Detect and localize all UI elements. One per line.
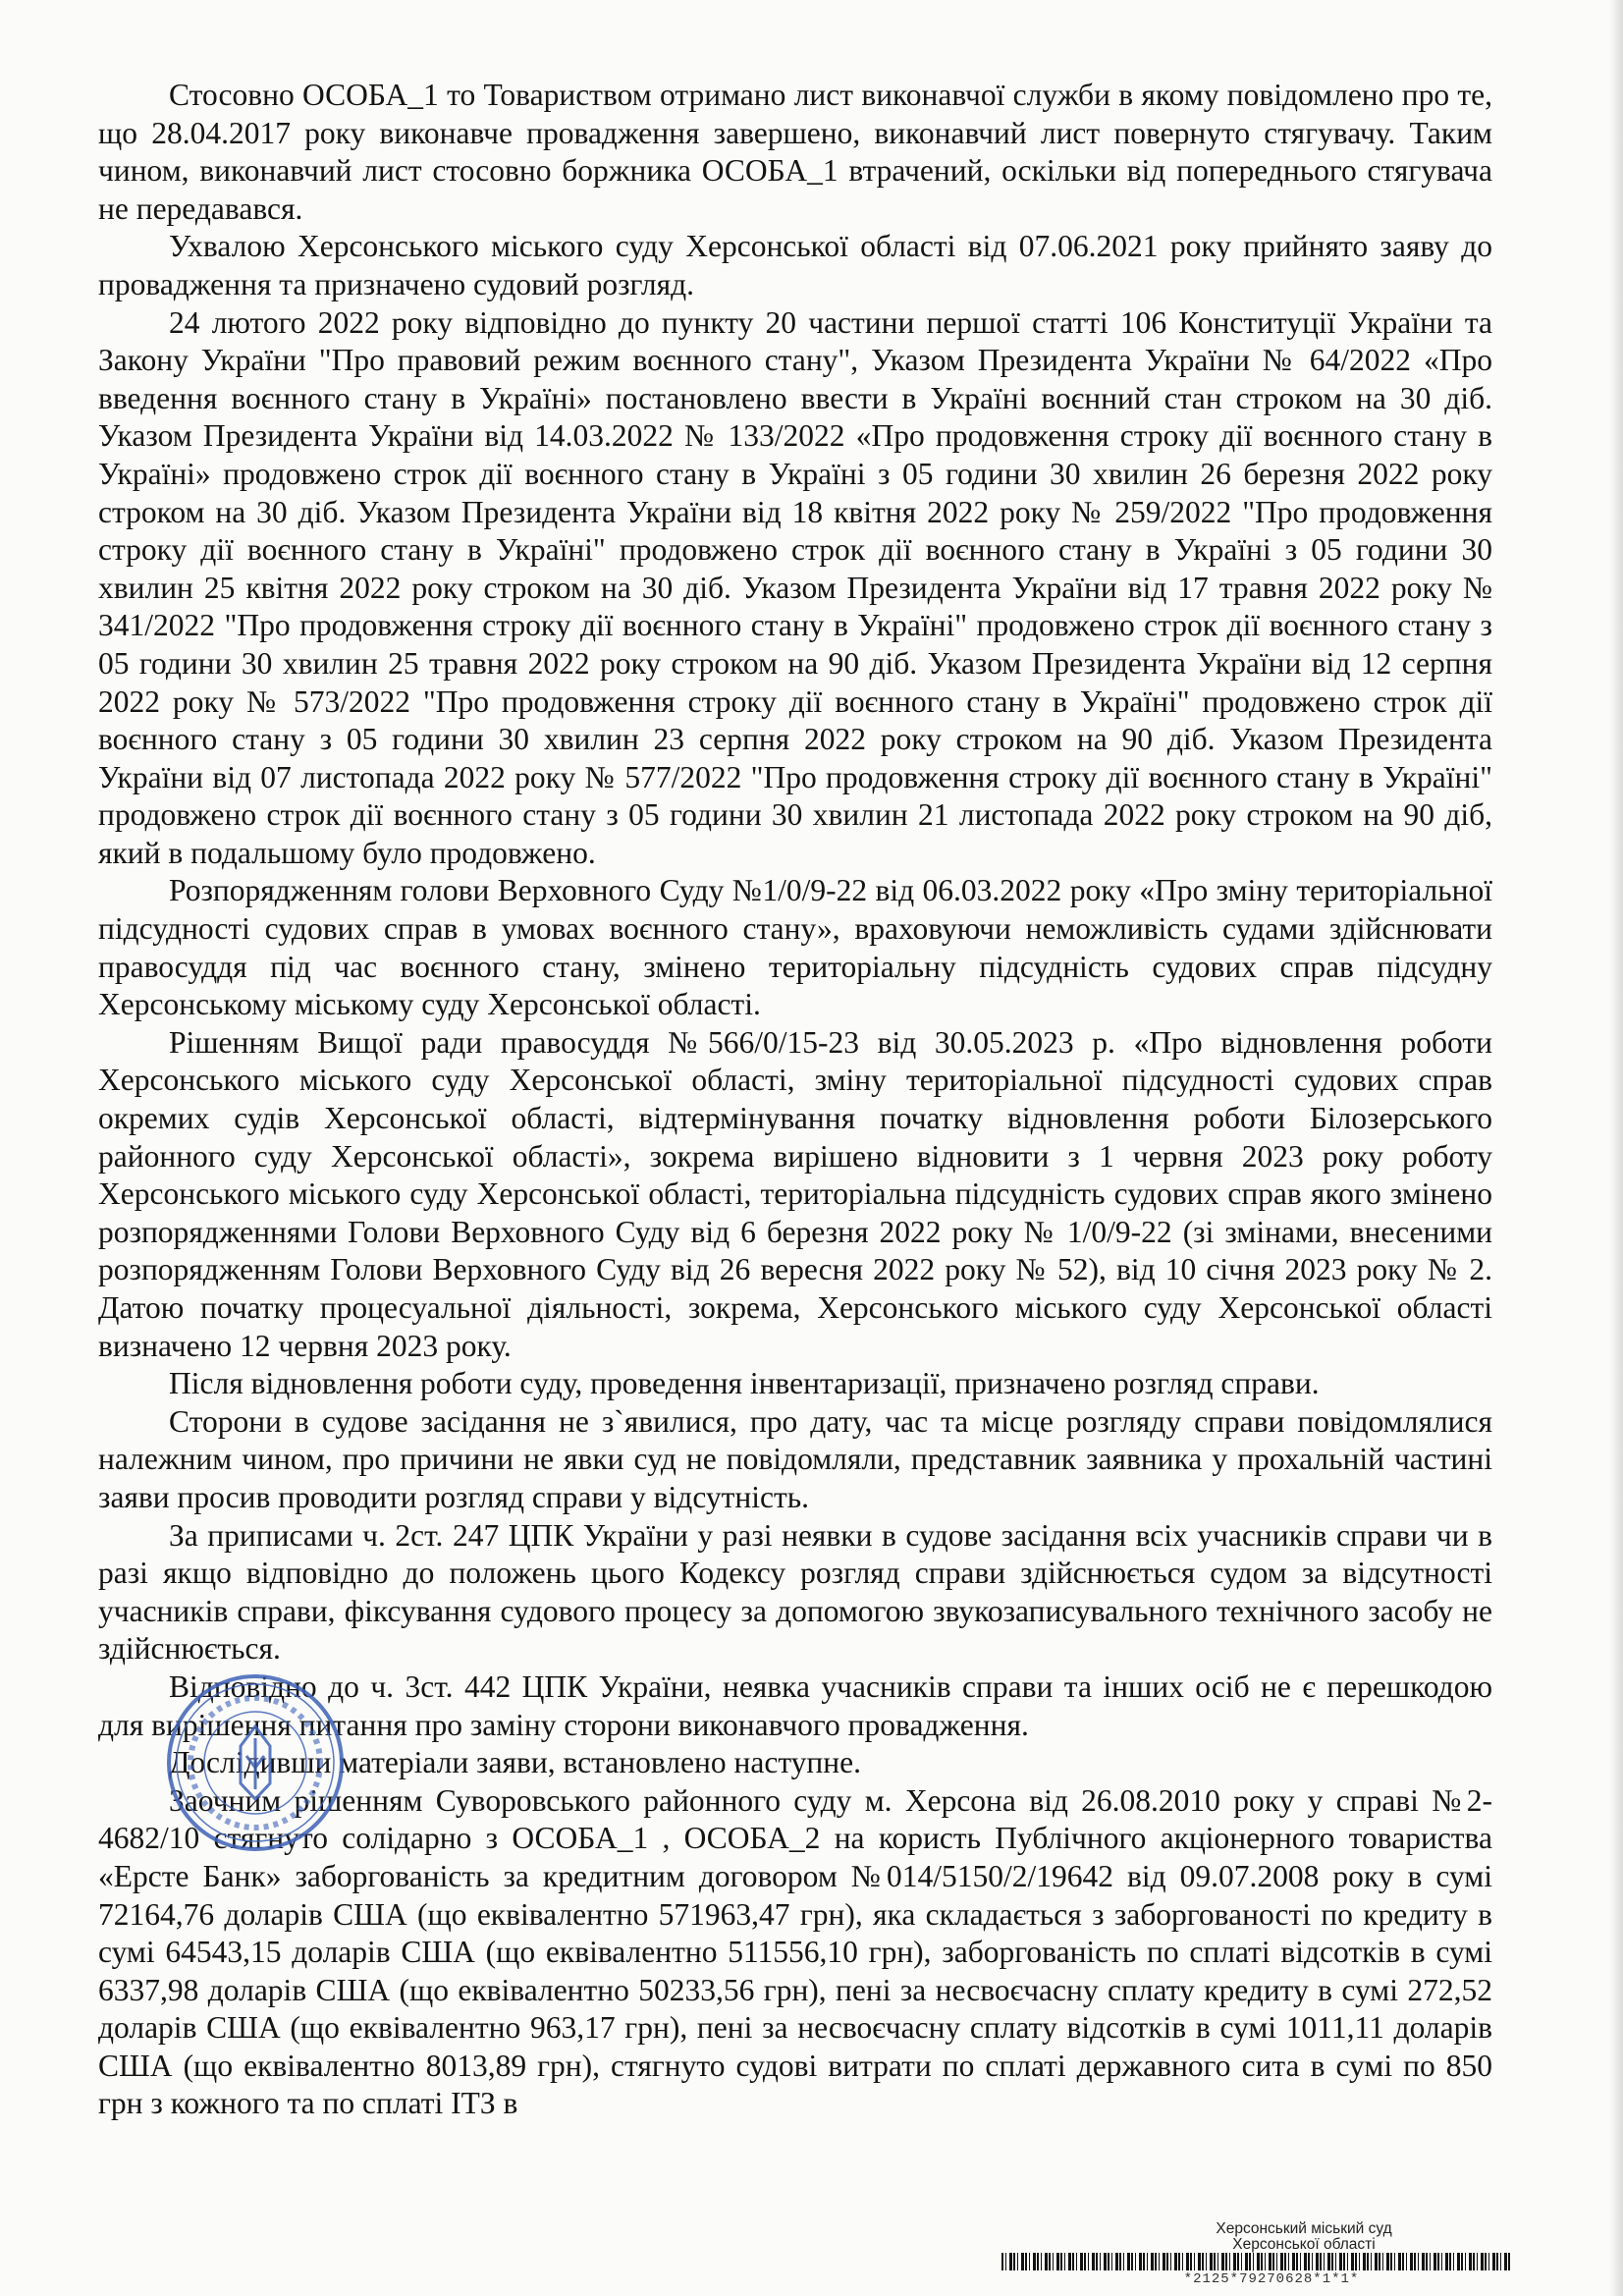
paragraph: Після відновлення роботи суду, проведення інвентаризації, призначено розгляд справи.	[169, 1366, 1320, 1401]
paragraph: Стосовно ОСОБА_1 то Товариством отримано лист виконавчої служби в якому повідомлено про те, що 28.04.2017 року виконавче провадження завершено, виконавчий лист повернуто стягувачу. Таким чином, виконавчий лист стосовно боржника ОСОБА_1 втрачений, оскільки від попереднього стягувача не передавався.	[98, 78, 1492, 226]
paragraph: Дослідивши матеріали заяви, встановлено наступне.	[169, 1745, 861, 1780]
paragraph: Відповідно до ч. 3ст. 442 ЦПК України, неявка учасників справи та інших осіб не є перешкодою для вирішення питання про заміну сторони виконавчого провадження.	[98, 1668, 1492, 1742]
paragraph: Рішенням Вищої ради правосуддя №566/0/15-23 від 30.05.2023 р. «Про відновлення роботи Херсонського міського суду Херсонської області, зміну територіальної підсудності судових справ окремих судів Херсонської області, відтермінування початку відновлення роботи Білозерського районного суду Херсонської області», зокрема вирішено відновити з 1 червня 2023 року роботу Херсонського міського суду Херсонської області, територіальна підсудність судових справ якого змінено розпорядженнями Голови Верховного Суду від 6 березня 2022 року № 1/0/9-22 (зі змінами, внесеними розпорядженням Голови Верховного Суду від 26 вересня 2022 року № 52), від 10 січня 2023 року № 2. Датою початку процесуальної діяльності, зокрема, Херсонського міського суду Херсонської області визначено 12 червня 2023 року.	[98, 1024, 1492, 1363]
court-label-line: Херсонський міський суд	[1216, 2220, 1392, 2237]
paragraph: 24 лютого 2022 року відповідно до пункту 20 частини першої статті 106 Конституції України та Закону України "Про правовий режим воєнного стану", Указом Президента України № 64/2022 «Про введення воєнного стану в Україні» постановлено ввести в Україні воєнний стан строком на 30 діб. Указом Президента України від 14.03.2022 № 133/2022 «Про продовження строку дії воєнного стану в Україні» продовжено строк дії воєнного стану в Україні з 05 години 30 хвилин 26 березня 2022 року строком на 30 діб. Указом Президента України від 18 квітня 2022 року № 259/2022 "Про продовження строку дії воєнного стану в Україні" продовжено строк дії воєнного стану в Україні з 05 години 30 хвилин 25 квітня 2022 року строком на 30 діб. Указом Президента України від 17 травня 2022 року № 341/2022 "Про продовження строку дії воєнного стану в Україні" продовжено строк дії воєнного стану з 05 години 30 хвилин 25 травня 2022 року строком на 90 діб. Указом Президента України від 12 серпня 2022 року № 573/2022 "Про продовження строку дії воєнного стану в Україні" продовжено строк дії воєнного стану з 05 години 30 хвилин 23 серпня 2022 року строком на 90 діб. Указом Президента України від 07 листопада 2022 року № 577/2022 "Про продовження строку дії воєнного стану в Україні" продовжено строк дії воєнного стану з 05 години 30 хвилин 21 листопада 2022 року строком на 90 діб, який в подальшому було продовжено.	[98, 304, 1492, 870]
court-seal-stamp	[162, 1669, 349, 1856]
paragraph: Ухвалою Херсонського міського суду Херсонської області від 07.06.2021 року прийнято заяву до провадження та призначено судовий розгляд.	[98, 229, 1492, 301]
paragraph: Заочним рішенням Суворовського районного суду м. Херсона від 26.08.2010 року у справі №2-4682/10 стягнуто солідарно з ОСОБА_1 , ОСОБА_2 на користь Публічного акціонерного товариства «Ерсте Банк» заборгованість за кредитним договором №014/5150/2/19642 від 09.07.2008 року в сумі 72164,76 доларів США (що еквівалентно 571963,47 грн), яка складається з заборгованості по кредиту в сумі 64543,15 доларів США (що еквівалентно 511556,10 грн), заборгованість по сплаті відсотків в сумі 6337,98 доларів США (що еквівалентно 50233,56 грн), пені за несвоєчасну сплату кредиту в сумі 272,52 доларів США (що еквівалентно 963,17 грн), пені за несвоєчасну сплату відсотків в сумі 1011,11 доларів США (що еквівалентно 8013,89 грн), стягнуто судові витрати по сплаті державного сита в сумі по 850 грн з кожного та по сплаті ІТЗ в	[98, 1782, 1492, 2121]
court-label-line: Херсонської області	[1232, 2236, 1376, 2253]
paragraph: За приписами ч. 2ст. 247 ЦПК України у разі неявки в судове засідання всіх учасників справи чи в разі якщо відповідно до положень цього Кодексу розгляд справи здійснюється судом за відсутності учасників справи, фіксування судового процесу за допомогою звукозаписувального технічного засобу не здійснюється.	[98, 1517, 1492, 1667]
page-edge-shadow	[1609, 0, 1623, 2296]
barcode	[1001, 2253, 1512, 2270]
paragraph: Сторони в судове засідання не з`явилися, про дату, час та місце розгляду справи повідомлялися належним чином, про причини не явки суд не повідомляли, представник заявника у прохальній частині заяви просив проводити розгляд справи у відсутність.	[98, 1403, 1492, 1514]
court-label	[1166, 2221, 1441, 2253]
barcode-number: *2125*79270628*1*1*	[1183, 2271, 1360, 2287]
paragraph: Розпорядженням голови Верховного Суду №1/0/9-22 від 06.03.2022 року «Про зміну територіальної підсудності судових справ в умовах воєнного стану», враховуючи неможливість судами здійснювати правосуддя під час воєнного стану, змінено територіальну підсудність судових справ підсудну Херсонському міському суду Херсонської області.	[98, 873, 1492, 1022]
